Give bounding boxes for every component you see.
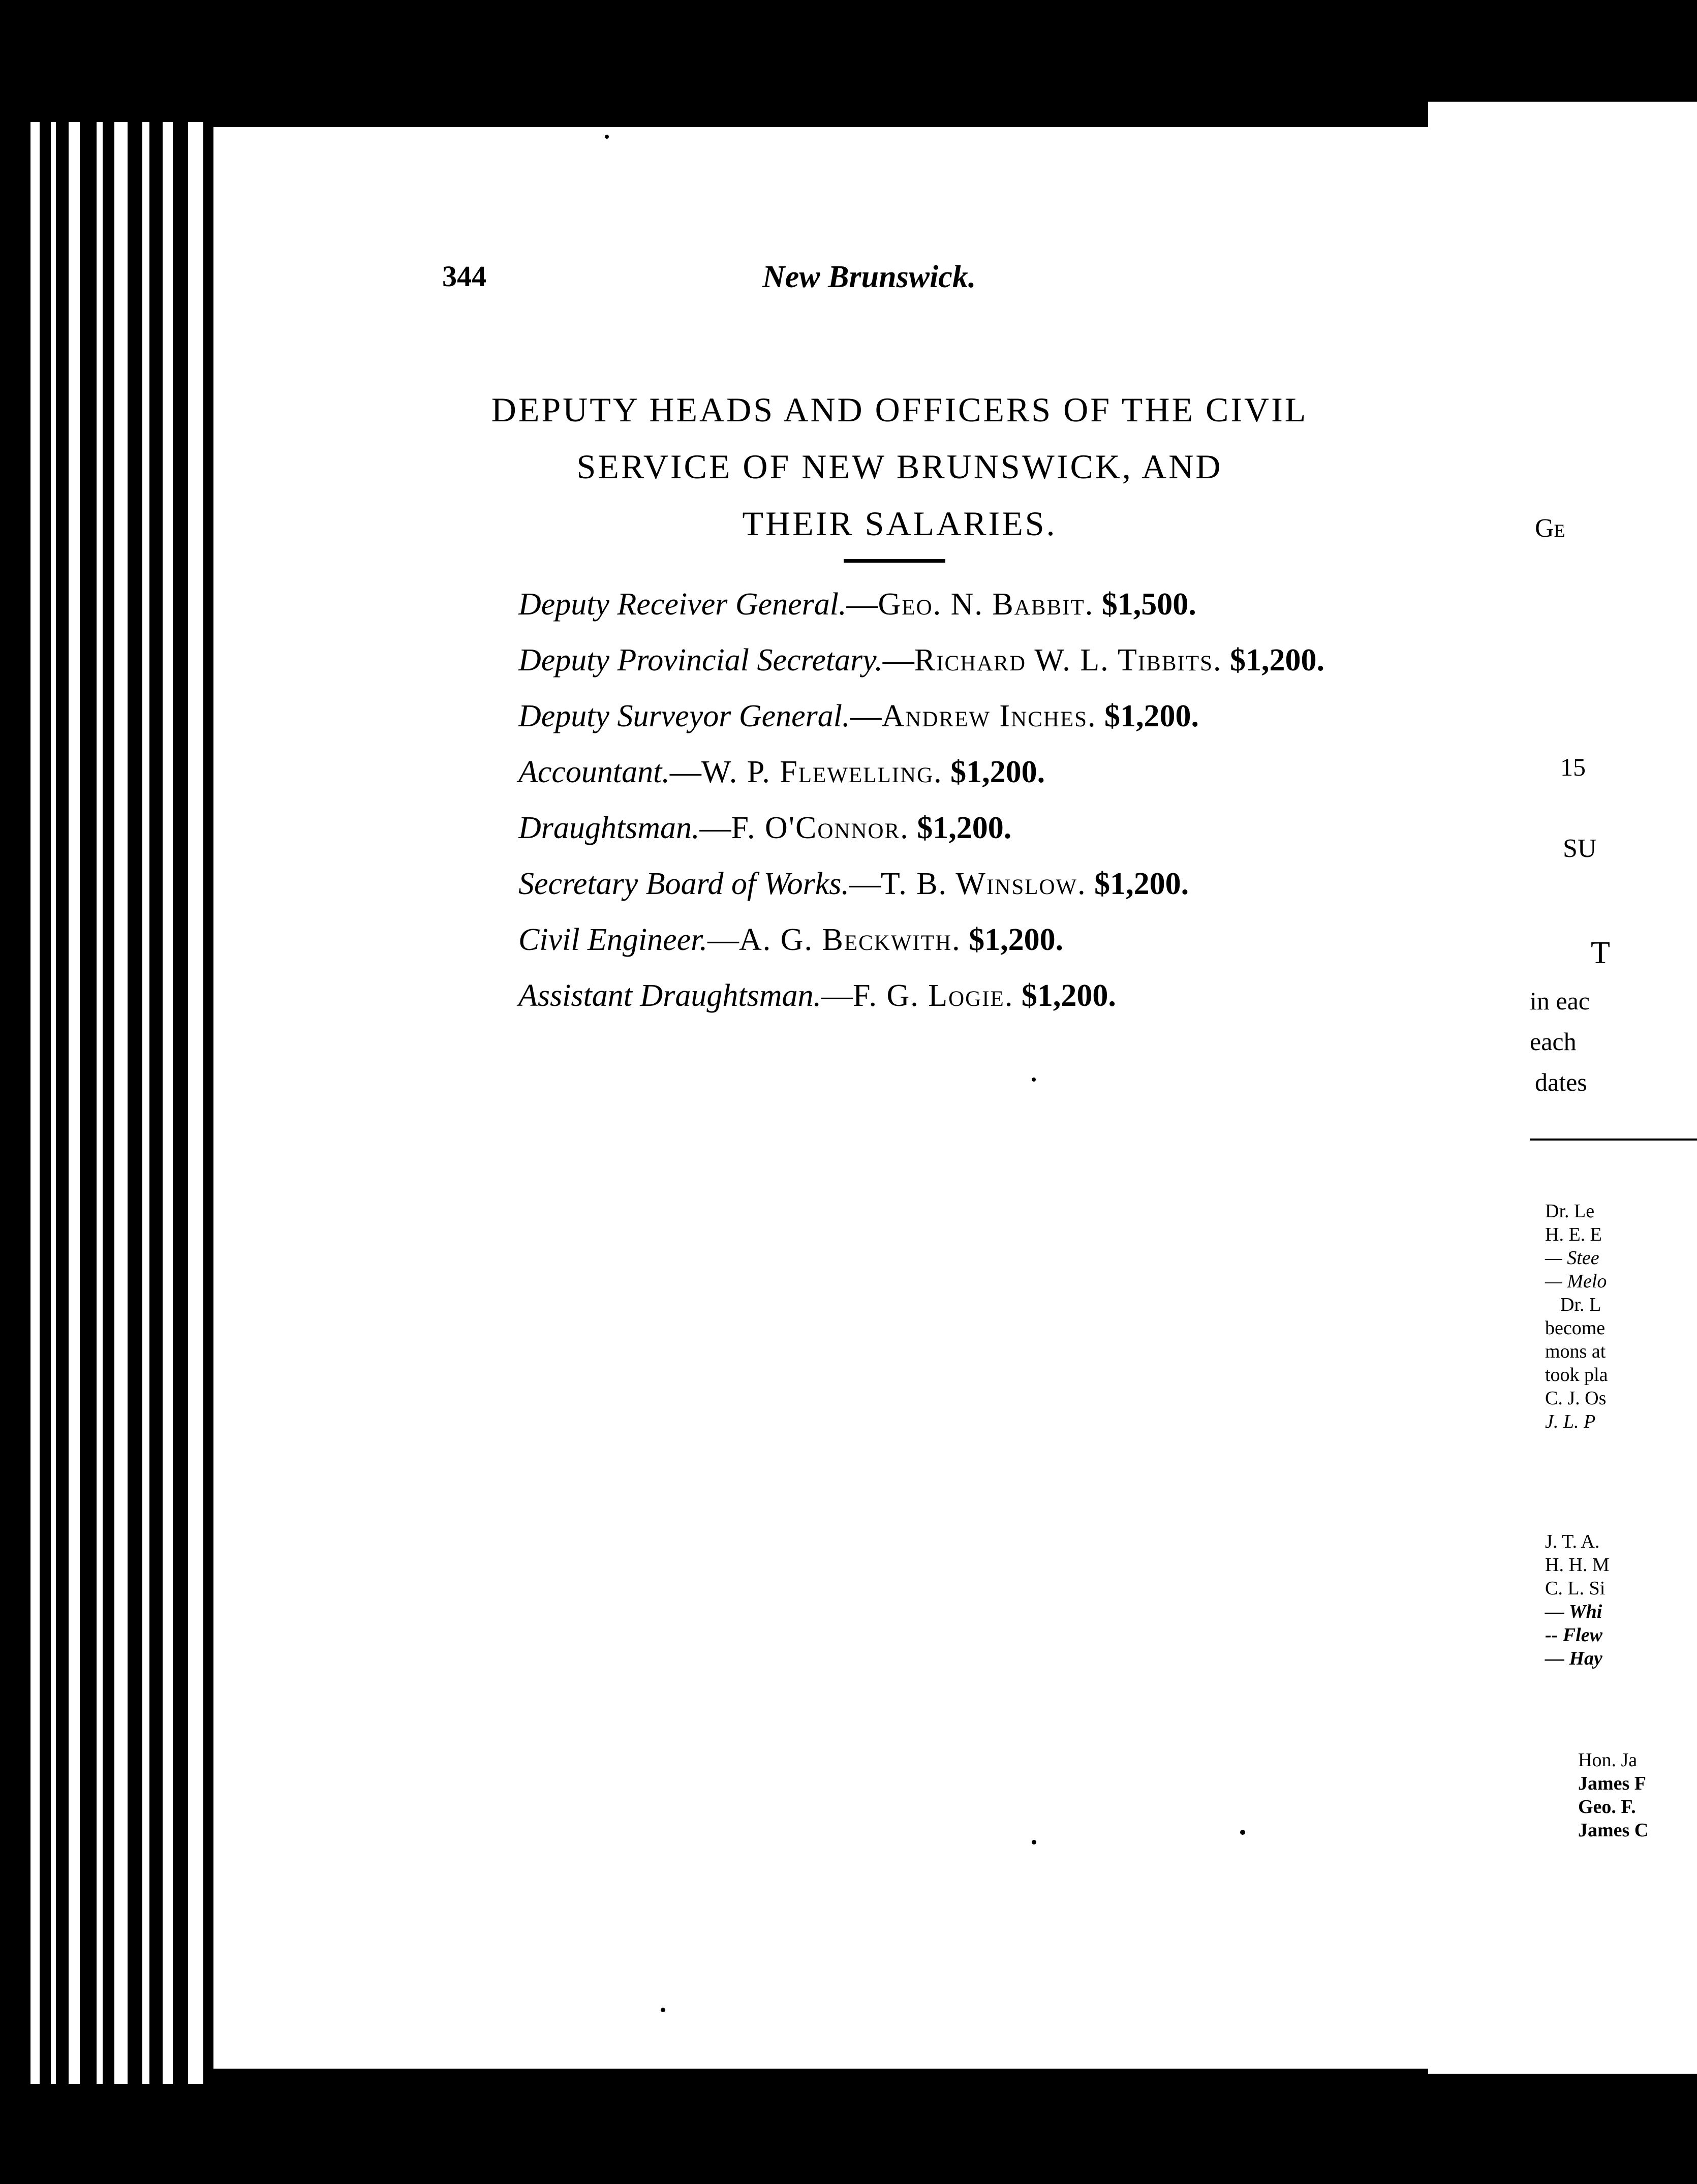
facing-fragment: Ge [1535, 514, 1565, 543]
entry-office: Deputy Receiver General. [518, 587, 847, 622]
officer-entry: Deputy Surveyor General.—Andrew Inches. $1,200. [518, 699, 1199, 733]
facing-page [1428, 102, 1697, 2074]
officer-entry: Deputy Provincial Secretary.—Richard W. L. Tibbits. $1,200. [518, 643, 1325, 678]
entry-office: Draughtsman. [518, 811, 700, 845]
facing-line: took pla [1545, 1364, 1608, 1386]
facing-fragment: T [1591, 936, 1610, 970]
entry-salary: $1,200. [917, 811, 1012, 845]
facing-line: H. H. M [1545, 1554, 1610, 1576]
heading-line: THEIR SALARIES. [742, 504, 1057, 543]
facing-fragment: in eac [1530, 987, 1590, 1015]
entry-name: A. G. Beckwith. [738, 922, 961, 957]
facing-line: Hon. Ja [1578, 1749, 1638, 1771]
entry-salary: $1,200. [950, 755, 1045, 789]
facing-line: mons at [1545, 1341, 1606, 1362]
facing-line: -- Flew [1545, 1624, 1602, 1646]
entry-office: Civil Engineer. [518, 922, 707, 957]
book-page-edges [20, 122, 234, 2084]
officer-entry: Draughtsman.—F. O'Connor. $1,200. [518, 811, 1012, 845]
officer-entry: Assistant Draughtsman.—F. G. Logie. $1,200. [518, 978, 1116, 1013]
running-title: New Brunswick. [762, 260, 976, 294]
entry-salary: $1,200. [1104, 699, 1199, 733]
entry-name: F. O'Connor. [731, 811, 909, 845]
entry-salary: $1,200. [969, 922, 1064, 957]
facing-block [1545, 1530, 1610, 1670]
facing-line: — Stee [1545, 1247, 1599, 1269]
facing-line: J. T. A. [1545, 1531, 1600, 1552]
scan-speck [1240, 1830, 1245, 1835]
facing-line: James C [1578, 1820, 1649, 1841]
entry-office: Accountant. [518, 755, 670, 789]
facing-line: C. L. Si [1545, 1578, 1606, 1599]
officer-entry: Secretary Board of Works.—T. B. Winslow. $1,200. [518, 867, 1189, 901]
officer-list [442, 585, 1382, 1032]
heading-line: SERVICE OF NEW BRUNSWICK, AND [576, 447, 1223, 486]
facing-block [1578, 1748, 1648, 1842]
facing-fragment: each [1530, 1027, 1577, 1056]
officer-entry: Accountant.—W. P. Flewelling. $1,200. [518, 755, 1045, 789]
facing-line: Geo. F. [1578, 1796, 1636, 1818]
entry-office: Secretary Board of Works. [518, 867, 849, 901]
entry-office: Assistant Draughtsman. [518, 978, 821, 1013]
entry-office: Deputy Provincial Secretary. [518, 643, 883, 678]
facing-fragment: SU [1563, 834, 1597, 863]
page-number: 344 [442, 260, 486, 293]
facing-line: James F [1578, 1773, 1647, 1794]
book-page [213, 127, 1459, 2069]
facing-divider [1530, 1139, 1697, 1141]
scan-speck [1032, 1840, 1036, 1844]
scan-speck [605, 135, 609, 139]
facing-line: — Hay [1545, 1648, 1602, 1669]
entry-name: F. G. Logie. [852, 978, 1014, 1013]
officer-entry: Deputy Receiver General.—Geo. N. Babbit. $1,500. [518, 587, 1196, 622]
scan-speck [1032, 1078, 1036, 1082]
heading-divider [844, 559, 945, 563]
entry-name: Andrew Inches. [881, 699, 1097, 733]
page-header [213, 259, 1459, 305]
entry-salary: $1,200. [1094, 867, 1189, 901]
facing-line: C. J. Os [1545, 1388, 1607, 1409]
entry-name: Geo. N. Babbit. [878, 587, 1094, 622]
facing-line: become [1545, 1317, 1606, 1339]
facing-line: — Whi [1545, 1601, 1602, 1622]
section-heading [417, 381, 1382, 552]
officer-entry: Civil Engineer.—A. G. Beckwith. $1,200. [518, 922, 1064, 957]
entry-name: Richard W. L. Tibbits. [914, 643, 1222, 678]
scan-speck [661, 2008, 665, 2012]
entry-salary: $1,500. [1101, 587, 1196, 622]
facing-line: H. E. E [1545, 1224, 1602, 1245]
facing-line: — Melo [1545, 1271, 1607, 1292]
entry-office: Deputy Surveyor General. [518, 699, 850, 733]
entry-name: W. P. Flewelling. [701, 755, 943, 789]
facing-line: J. L. P [1545, 1411, 1596, 1432]
entry-salary: $1,200. [1230, 643, 1325, 678]
facing-fragment: dates [1535, 1068, 1587, 1096]
facing-fragment: 15 [1560, 753, 1586, 781]
facing-line: Dr. Le [1545, 1201, 1595, 1222]
facing-line: Dr. L [1560, 1294, 1601, 1315]
entry-name: T. B. Winslow. [880, 867, 1087, 901]
heading-line: DEPUTY HEADS AND OFFICERS OF THE CIVIL [491, 390, 1308, 429]
facing-block [1545, 1199, 1608, 1433]
entry-salary: $1,200. [1021, 978, 1116, 1013]
